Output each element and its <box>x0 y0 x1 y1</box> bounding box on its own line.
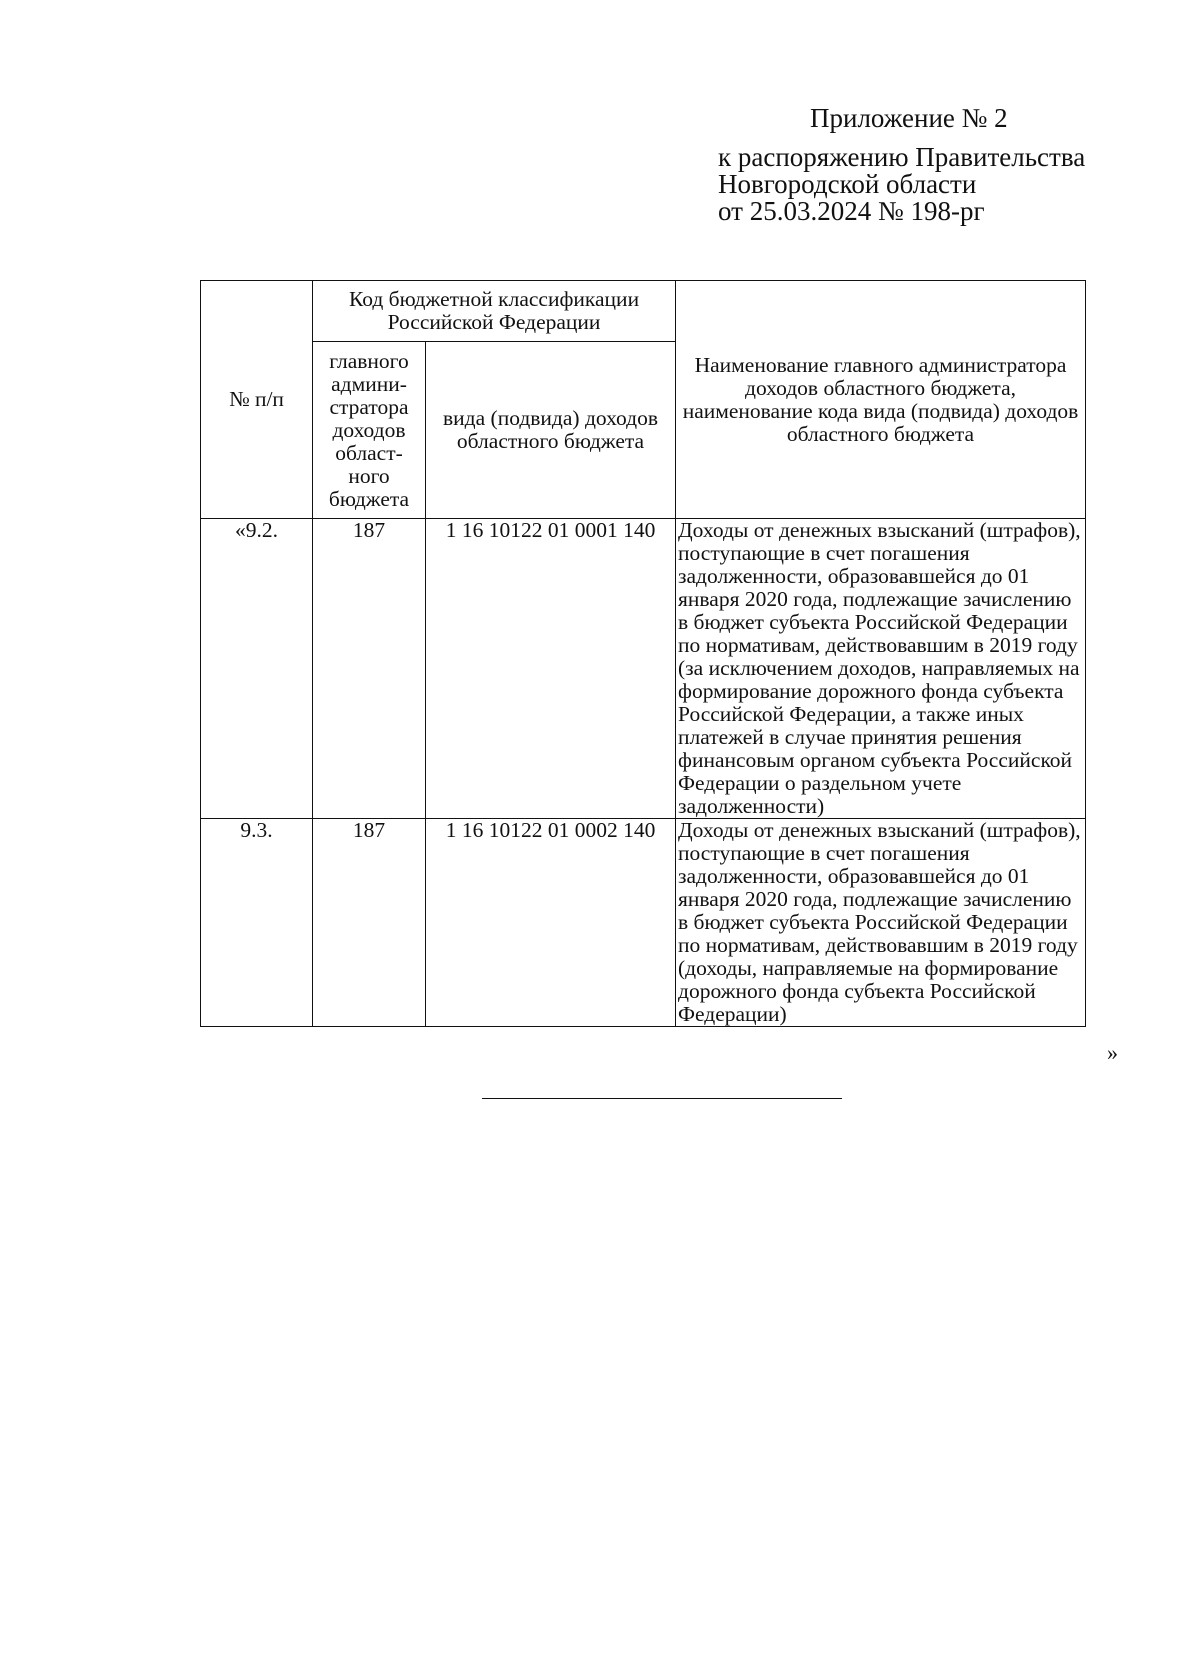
row-description: Доходы от денежных взысканий (штрафов), поступающие в счет погашения задолженности, образовавшейся до 01 января 2020 года, подлежащие зачислению в бюджет субъекта Российской Федерации по нормативам, действовавшим в 2019 году (за исключением доходов, направляемых на формирование дорожного фонда субъекта Российской Федерации, а также иных платежей в случае принятия решения финансовым органом субъекта Российской Федерации о раздельном учете задолженности) <box>676 519 1086 819</box>
row-number: 9.3. <box>201 819 313 1027</box>
bottom-divider <box>482 1098 842 1099</box>
header-number: № п/п <box>201 281 313 519</box>
table-row <box>201 819 1086 1027</box>
table-header-row <box>201 281 1086 342</box>
row-admin-code: 187 <box>313 519 426 819</box>
appendix-reference <box>718 144 1085 225</box>
row-admin-code: 187 <box>313 819 426 1027</box>
row-description: Доходы от денежных взысканий (штрафов), поступающие в счет погашения задолженности, образовавшейся до 01 января 2020 года, подлежащие зачислению в бюджет субъекта Российской Федерации по нормативам, действовавшим в 2019 году (доходы, направляемые на формирование дорожного фонда субъекта Российской Федерации) <box>676 819 1086 1027</box>
header-code-group: Код бюджетной классификации Российской Федерации <box>313 281 676 342</box>
row-kind-code: 1 16 10122 01 0002 140 <box>426 819 676 1027</box>
row-kind-code: 1 16 10122 01 0001 140 <box>426 519 676 819</box>
header-admin-code: главного админи- стратора доходов област- ного бюджета <box>313 342 426 519</box>
appendix-reference-line: к распоряжению Правительства <box>718 142 1086 172</box>
appendix-title: Приложение № 2 <box>810 103 1008 133</box>
appendix-reference-line: от 25.03.2024 № 198-рг <box>718 196 985 226</box>
header-kind-code: вида (подвида) доходов областного бюджета <box>426 342 676 519</box>
budget-classification-table <box>200 280 1086 1027</box>
row-number: «9.2. <box>201 519 313 819</box>
appendix-reference-line: Новгородской области <box>718 169 977 199</box>
table-row <box>201 519 1086 819</box>
closing-quote: » <box>1107 1040 1118 1065</box>
header-name: Наименование главного администратора доходов областного бюджета, наименование кода вида (подвида) доходов областного бюджета <box>676 281 1086 519</box>
